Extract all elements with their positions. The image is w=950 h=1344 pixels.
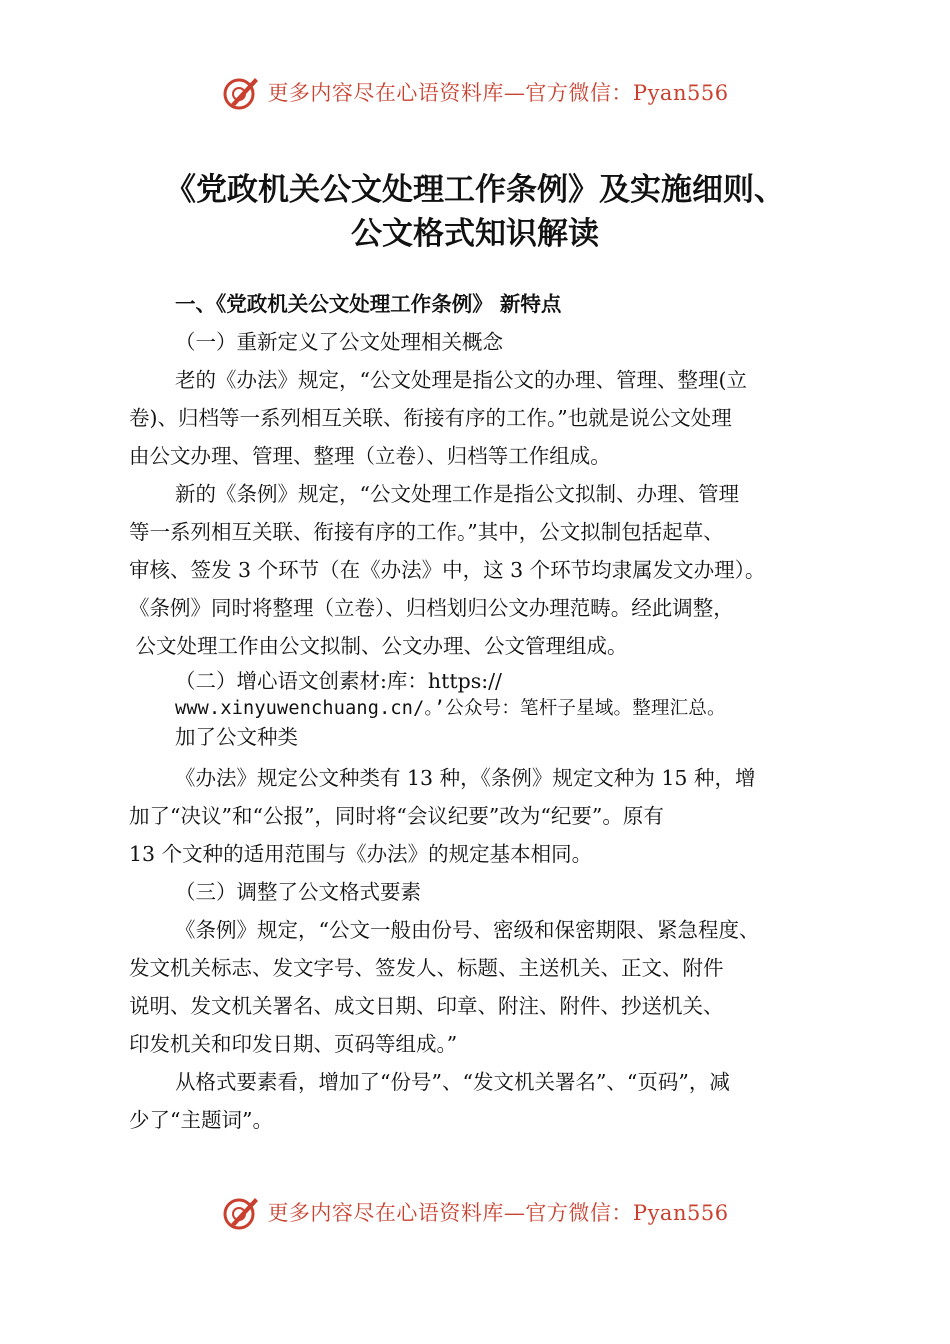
text-line: 少了“主题词”。 [129,1108,273,1132]
text-line: www.xinyuwenchuang.cn/。’公众号：笔杆子星域。整理汇总。 [175,698,726,719]
section-heading: 一、《党政机关公文处理工作条例》 新特点 [175,292,562,316]
text-line: 新的《条例》规定，“公文处理工作是指公文拟制、办理、管理 [175,482,739,506]
heading-text: （二）增心语文创素材:库：https:// [175,669,502,693]
text-line: 加了“决议”和“公报”，同时将“会议纪要”改为“纪要”。原有 [129,804,664,828]
document-title [60,168,890,256]
footer-watermark [0,1190,950,1234]
text-line: 13 个文种的适用范围与《办法》的规定基本相同。 [129,842,593,866]
text-line: 审核、签发 3 个环节（在《办法》中，这 3 个环节均隶属发文办理）。 [129,558,766,582]
text-line: 公文处理工作由公文拟制、公文办理、公文管理组成。 [129,634,628,658]
paragraph [129,911,849,1063]
text-line: 卷)、归档等一系列相互关联、衔接有序的工作。”也就是说公文处理 [129,406,732,430]
watermark-text: 更多内容尽在心语资料库—官方微信：Pyan556 [267,1201,729,1225]
text-line [129,667,849,695]
pen-logo-icon [221,1192,261,1232]
text-line: 《办法》规定公文种类有 13 种，《条例》规定文种为 15 种，增 [175,766,756,790]
text-line: 说明、发文机关署名、成文日期、印章、附注、附件、抄送机关、 [129,994,724,1018]
header-watermark [0,70,950,114]
text-line: 《条例》同时将整理（立卷）、归档划归公文办理范畴。经此调整， [129,596,734,620]
text-line: 等一系列相互关联、衔接有序的工作。”其中，公文拟制包括起草、 [129,520,724,544]
title-line: 《党政机关公文处理工作条例》及实施细则、 [165,172,785,208]
subsection-heading: （三）调整了公文格式要素 [175,880,421,904]
text-line: 《条例》规定，“公文一般由份号、密级和保密期限、紧急程度、 [175,918,760,942]
paragraph [129,1063,849,1139]
paragraph [129,361,849,475]
title-line: 公文格式知识解读 [351,216,599,252]
text-line: 印发机关和印发日期、页码等组成。” [129,1032,458,1056]
text-line: 加了公文种类 [175,725,298,749]
text-line: 从格式要素看，增加了“份号”、“发文机关署名”、“页码”，减 [175,1070,730,1094]
text-line: 由公文办理、管理、整理（立卷）、归档等工作组成。 [129,444,611,468]
paragraph [129,759,849,873]
text-line: 发文机关标志、发文字号、签发人、标题、主送机关、正文、附件 [129,956,724,980]
subsection-heading [129,667,849,751]
subsection-heading: （一）重新定义了公文处理相关概念 [175,330,503,354]
watermark-text: 更多内容尽在心语资料库—官方微信：Pyan556 [267,81,729,105]
pen-logo-icon [221,72,261,112]
text-line: 老的《办法》规定，“公文处理是指公文的办理、管理、整理(立 [175,368,747,392]
paragraph [129,475,849,665]
document-body [129,283,849,1139]
